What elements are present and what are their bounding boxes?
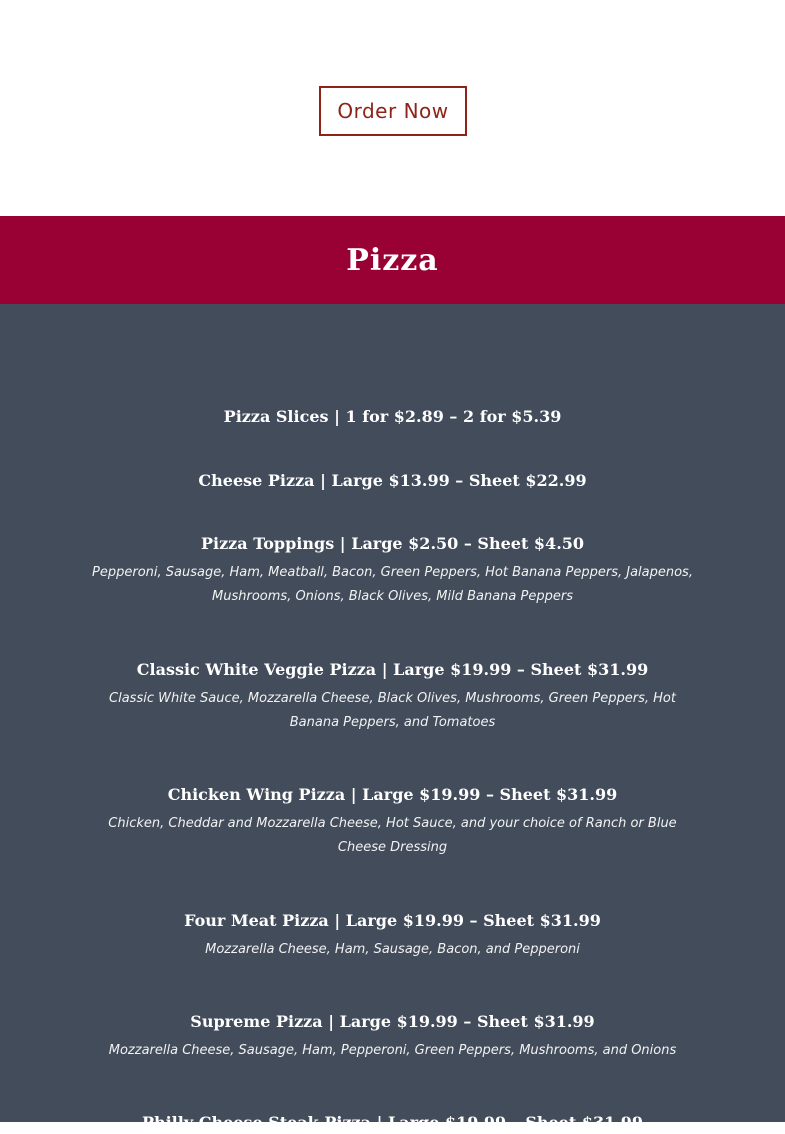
item-price: | Large $19.99 – Sheet $31.99: [350, 785, 618, 804]
item-description: Mozzarella Cheese, Sausage, Ham, Pepperoni, Green Peppers, Mushrooms, and Onions: [108, 1043, 677, 1058]
menu-item: [0, 659, 785, 735]
item-name: Four Meat Pizza: [184, 911, 329, 930]
menu-item: [0, 406, 785, 428]
item-name: Pizza Slices: [223, 407, 329, 426]
item-name: Chicken Wing Pizza: [167, 785, 346, 804]
menu-item: [0, 533, 785, 609]
section-title: Pizza: [346, 242, 439, 278]
item-price: | 1 for $2.89 – 2 for $5.39: [334, 407, 562, 426]
item-price: | Large $19.99 – Sheet $31.99: [328, 1012, 595, 1031]
item-name: Classic White Veggie Pizza: [136, 660, 377, 679]
menu-item: [0, 784, 785, 860]
pizza-menu: [0, 304, 785, 1132]
item-price: | Large $19.99 – Sheet $31.99: [376, 1113, 644, 1132]
item-price: | Large $2.50 – Sheet $4.50: [339, 534, 585, 553]
menu-item: [0, 1112, 785, 1134]
item-name: Cheese Pizza: [198, 471, 315, 490]
item-description: Classic White Sauce, Mozzarella Cheese, Black Olives, Mushrooms, Green Peppers, Hot Banana Peppers, and Tomatoes: [109, 691, 676, 730]
item-price: | Large $19.99 – Sheet $31.99: [381, 660, 649, 679]
item-price: | Large $19.99 – Sheet $31.99: [334, 911, 601, 930]
menu-item: [0, 1011, 785, 1063]
item-price: | Large $13.99 – Sheet $22.99: [320, 471, 587, 490]
item-name: Philly Cheese Steak Pizza: [141, 1113, 371, 1132]
order-now-button[interactable]: Order Now: [319, 86, 467, 136]
item-description: Chicken, Cheddar and Mozzarella Cheese, Hot Sauce, and your choice of Ranch or Blue Cheese Dressing: [108, 816, 677, 855]
section-header: [0, 216, 785, 304]
item-description: Pepperoni, Sausage, Ham, Meatball, Bacon, Green Peppers, Hot Banana Peppers, Jalapenos, Mushrooms, Onions, Black Olives, Mild Banana Peppers: [92, 565, 693, 604]
item-name: Supreme Pizza: [190, 1012, 323, 1031]
item-description: Mozzarella Cheese, Ham, Sausage, Bacon, and Pepperoni: [205, 942, 580, 957]
item-name: Pizza Toppings: [200, 534, 335, 553]
menu-item: [0, 910, 785, 962]
top-section: [0, 0, 785, 216]
menu-item: [0, 470, 785, 492]
